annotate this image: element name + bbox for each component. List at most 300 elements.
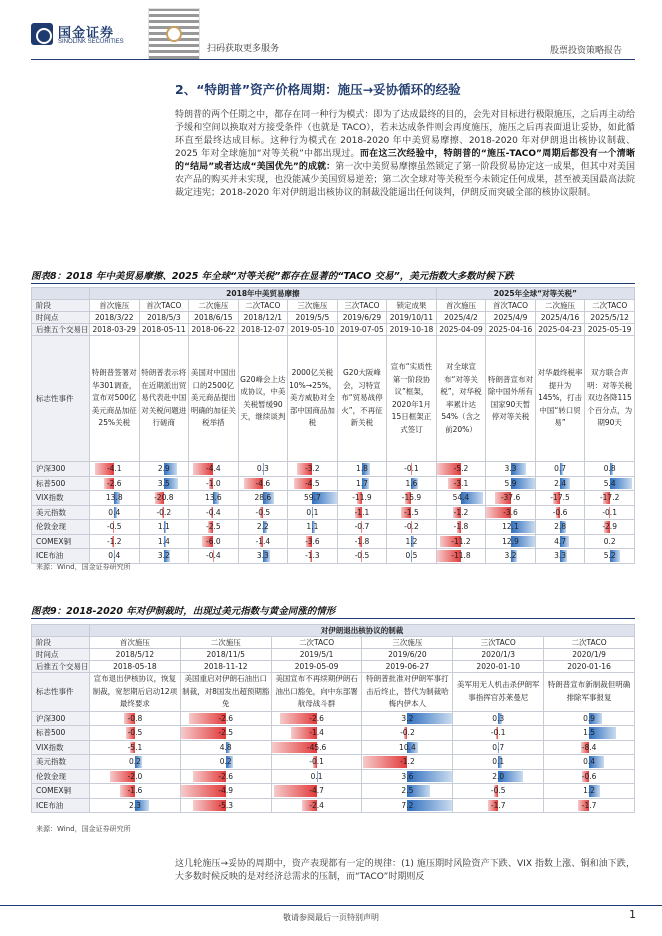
value-text: 28.6 <box>254 493 272 503</box>
event-cell: 特朗普宣布对除中国外所有国家90天暂停对等关税 <box>486 336 536 462</box>
after-cell: 2025-04-16 <box>486 324 536 336</box>
fig9-source: 来源：Wind，国金证券研究所 <box>36 825 131 833</box>
para-bold: 而在这三次经验中，特朗普的“施压-TACO”周期后都没有一个清晰的“结局”或者达成“美国优先”的成就： <box>175 149 636 172</box>
value-text: -0.6 <box>581 771 597 781</box>
data-cell <box>585 505 635 520</box>
dates-cell: 2018/3/22 <box>90 312 140 324</box>
value-text: -3.6 <box>503 507 518 517</box>
data-cell <box>387 520 437 535</box>
data-cell <box>535 549 585 564</box>
page-header <box>0 0 662 68</box>
after-cell: 2018-11-12 <box>180 661 271 673</box>
value-text: 3.6 <box>401 771 414 781</box>
data-cell <box>585 549 635 564</box>
group-header: 对伊朗退出核协议的制裁 <box>90 625 635 637</box>
fig9-rule <box>31 618 635 619</box>
data-cell <box>362 740 453 755</box>
event-cell: 美国宣布不再续期伊朗石油出口豁免，向中东部署航母战斗群 <box>271 673 362 712</box>
data-cell <box>90 755 181 770</box>
dates-cell: 2020/1/9 <box>544 649 635 661</box>
stage-cell: 二次施压 <box>535 300 585 312</box>
data-cell <box>436 549 486 564</box>
value-text: -5.3 <box>218 800 234 810</box>
fig8-source: 来源：Wind，国金证券研究所 <box>36 563 131 571</box>
row-label: 沪深300 <box>32 462 90 477</box>
value-text: -8.4 <box>581 742 597 752</box>
data-cell <box>585 491 635 506</box>
value-text: 0.1 <box>492 757 505 767</box>
data-row <box>32 784 635 799</box>
stage-cell: 二次TACO <box>271 637 362 649</box>
data-cell <box>90 740 181 755</box>
section-title: 2、“特朗普”资产价格周期：施压→妥协循环的经验 <box>175 82 461 97</box>
data-cell <box>362 769 453 784</box>
stage-row <box>32 637 635 649</box>
data-cell <box>238 491 288 506</box>
data-row <box>32 755 635 770</box>
fig9-caption: 图表9：2018-2020 年对伊制裁时，出现过美元指数与黄金同涨的情形 <box>31 606 336 617</box>
value-text: -6.0 <box>206 536 221 546</box>
dates-cell: 2025/5/12 <box>585 312 635 324</box>
value-text: 5.9 <box>504 478 517 488</box>
event-cell: G20峰会上达成协议，中美关税暂缓90天，继续谈判 <box>238 336 288 462</box>
value-text: 0.5 <box>405 551 418 561</box>
data-cell <box>180 740 271 755</box>
value-text: -3.2 <box>305 464 320 474</box>
data-cell <box>387 476 437 491</box>
data-cell <box>90 784 181 799</box>
data-cell <box>486 462 536 477</box>
value-text: 0.1 <box>310 771 323 781</box>
value-text: -0.2 <box>404 522 419 532</box>
value-text: 1.1 <box>157 522 170 532</box>
fig8-caption: 图表8：2018 年中美贸易摩擦、2025 年全球“对等关税”都存在显著的“TACO 交易”，美元指数大多数时候下跌 <box>31 271 514 282</box>
data-cell <box>90 505 140 520</box>
para-part3: 第一次中美贸易摩擦虽然锁定了第一阶段贸易协定这一成果，但其中对美国农产品的购买并未实现，也没能减少美国贸易逆差；第二次全球对等关税至今未锁定任何成果，甚至被美国最高法院裁定违宪；2018-2020 年对伊朗退出核协议的制裁没能逼出任何谈判，伊朗反而突破全部的核协议限制。 <box>175 162 635 198</box>
page-number: 1 <box>629 908 636 921</box>
row-label: 标志性事件 <box>32 673 90 712</box>
data-cell <box>90 534 140 549</box>
data-cell <box>585 534 635 549</box>
row-label: ICE布油 <box>32 798 90 813</box>
after-cell: 2020-01-16 <box>544 661 635 673</box>
dates-cell: 2019/5/1 <box>271 649 362 661</box>
data-cell <box>362 784 453 799</box>
value-text: -37.6 <box>500 493 521 503</box>
value-text: 4.8 <box>219 742 232 752</box>
event-row <box>32 673 635 712</box>
event-cell: 特朗普签署对华301调查，宣布对500亿美元商品加征25%关税 <box>90 336 140 462</box>
intro-paragraph <box>175 109 635 200</box>
data-cell <box>337 462 387 477</box>
data-cell <box>139 491 189 506</box>
data-cell <box>544 711 635 726</box>
data-cell <box>180 726 271 741</box>
data-cell <box>337 520 387 535</box>
data-cell <box>535 462 585 477</box>
value-bar <box>407 771 452 783</box>
group-header: 2018年中美贸易摩擦 <box>90 288 437 300</box>
header-divider <box>31 59 635 60</box>
data-cell <box>288 505 338 520</box>
value-bar <box>407 800 452 812</box>
value-text: -0.5 <box>354 551 370 561</box>
value-text: 1.2 <box>405 536 418 546</box>
value-text: -1.6 <box>127 786 143 796</box>
value-text: 0.9 <box>583 713 596 723</box>
data-cell <box>180 711 271 726</box>
value-text: -2.9 <box>602 522 617 532</box>
data-cell <box>337 549 387 564</box>
value-text: 2.4 <box>554 478 567 488</box>
data-cell <box>288 534 338 549</box>
value-text: -4.4 <box>206 464 221 474</box>
data-cell <box>288 491 338 506</box>
value-text: -11.9 <box>352 493 372 503</box>
value-text: -0.1 <box>490 728 506 738</box>
after-cell: 2025-04-23 <box>535 324 585 336</box>
value-text: 59.7 <box>304 493 321 503</box>
data-cell <box>535 520 585 535</box>
value-text: -17.2 <box>599 493 620 503</box>
value-text: 5.2 <box>603 551 616 561</box>
data-row <box>32 534 635 549</box>
data-cell <box>189 462 239 477</box>
value-text: -2.6 <box>106 478 122 488</box>
data-cell <box>189 549 239 564</box>
data-cell <box>189 491 239 506</box>
group-blank <box>32 625 90 637</box>
value-text: -5.2 <box>453 464 469 474</box>
value-text: -11.2 <box>451 536 471 546</box>
value-text: -5.1 <box>127 742 143 752</box>
data-cell <box>271 740 362 755</box>
dates-cell: 2019/5/5 <box>288 312 338 324</box>
data-cell <box>436 491 486 506</box>
row-label: COMEX铜 <box>32 534 90 549</box>
data-cell <box>90 798 181 813</box>
value-text: -1.8 <box>354 536 370 546</box>
data-cell <box>288 476 338 491</box>
value-text: 0.4 <box>583 757 596 767</box>
data-cell <box>362 726 453 741</box>
value-text: 1.8 <box>355 464 368 474</box>
data-cell <box>535 534 585 549</box>
data-cell <box>90 476 140 491</box>
data-cell <box>189 520 239 535</box>
value-text: -11.8 <box>451 551 471 561</box>
stage-cell: 首次施压 <box>90 300 140 312</box>
fig8-table <box>31 287 635 564</box>
value-text: -1.7 <box>490 800 506 810</box>
data-cell <box>337 476 387 491</box>
sinolink-logo-icon <box>31 23 53 45</box>
row-label: 时间点 <box>32 649 90 661</box>
event-cell: G20大阪峰会，习特宣布“贸易战停火”，不再征新关税 <box>337 336 387 462</box>
value-text: -0.5 <box>490 786 506 796</box>
value-text: -2.0 <box>127 771 143 781</box>
logo-cn: 国金证券 <box>58 26 115 41</box>
data-cell <box>486 491 536 506</box>
data-cell <box>90 726 181 741</box>
data-cell <box>453 784 544 799</box>
value-text: -1.2 <box>106 536 122 546</box>
event-cell: 对全球宣布“对等关税”，对华税率累计达54%（含之前20%） <box>436 336 486 462</box>
data-cell <box>337 534 387 549</box>
row-label: 美元指数 <box>32 755 90 770</box>
data-row <box>32 476 635 491</box>
stage-cell: 二次TACO <box>238 300 288 312</box>
value-text: -2.4 <box>309 800 324 810</box>
data-cell <box>486 520 536 535</box>
data-cell <box>180 798 271 813</box>
row-label: ICE布油 <box>32 549 90 564</box>
after-cell: 2025-05-19 <box>585 324 635 336</box>
row-label: 伦敦金现 <box>32 520 90 535</box>
logo-en: SINOLINK SECURITIES <box>58 39 124 45</box>
value-bar <box>407 713 452 725</box>
value-text: 3.2 <box>504 551 517 561</box>
data-cell <box>189 534 239 549</box>
stage-cell: 三次施压 <box>362 637 453 649</box>
data-cell <box>544 784 635 799</box>
dates-cell: 2025/4/9 <box>486 312 536 324</box>
stage-cell: 三次施压 <box>288 300 338 312</box>
qr-center-icon <box>166 26 182 42</box>
value-text: -0.1 <box>602 507 617 517</box>
after-cell: 2020-01-10 <box>453 661 544 673</box>
row-label: 标普500 <box>32 726 90 741</box>
after-cell: 2018-03-29 <box>90 324 140 336</box>
stage-cell: 首次施压 <box>90 637 181 649</box>
value-text: 10.4 <box>399 742 416 752</box>
dates-cell: 2025/4/16 <box>535 312 585 324</box>
value-text: -4.7 <box>309 786 324 796</box>
after-cell: 2018-05-18 <box>90 661 181 673</box>
value-text: 0.3 <box>256 464 269 474</box>
value-text: -2.5 <box>206 522 221 532</box>
data-row <box>32 491 635 506</box>
value-text: -17.5 <box>550 493 570 503</box>
closing-paragraph: 这几轮施压→妥协的周期中，资产表现都有一定的规律：(1) 施压期时风险资产下跌、VIX 指数上涨、铜和油下跌，大多数时候反映的是对经济总需求的压制，而“TACO”时期则反 <box>175 859 635 882</box>
after-cell: 2019-05-09 <box>271 661 362 673</box>
data-cell <box>139 534 189 549</box>
data-cell <box>387 505 437 520</box>
stage-row <box>32 300 635 312</box>
data-cell <box>436 534 486 549</box>
value-text: -2.6 <box>218 771 234 781</box>
data-cell <box>288 462 338 477</box>
data-cell <box>535 476 585 491</box>
value-text: -3.1 <box>453 478 469 488</box>
value-text: -1.4 <box>255 536 271 546</box>
value-text: 0.2 <box>219 757 232 767</box>
value-text: 12.1 <box>502 522 519 532</box>
value-text: -20.8 <box>154 493 174 503</box>
data-cell <box>387 549 437 564</box>
data-cell <box>337 505 387 520</box>
value-text: 1.7 <box>355 478 368 488</box>
value-text: -0.7 <box>354 522 370 532</box>
value-text: -1.1 <box>354 507 370 517</box>
value-text: 0.7 <box>492 742 505 752</box>
data-cell <box>189 505 239 520</box>
data-cell <box>189 476 239 491</box>
value-text: -45.6 <box>306 742 327 752</box>
group-blank <box>32 288 90 300</box>
data-cell <box>362 798 453 813</box>
value-text: 2.3 <box>128 800 141 810</box>
value-text: -4.9 <box>218 786 234 796</box>
after-row <box>32 324 635 336</box>
value-text: 1.1 <box>306 522 319 532</box>
after-row <box>32 661 635 673</box>
value-text: 12.9 <box>502 536 519 546</box>
event-cell: 对华最终税率提升为145%，打击中国“转口贸易” <box>535 336 585 462</box>
value-text: -1.2 <box>453 507 469 517</box>
data-cell <box>486 549 536 564</box>
data-cell <box>486 534 536 549</box>
value-text: 1.4 <box>157 536 170 546</box>
after-cell: 2025-04-09 <box>436 324 486 336</box>
row-label: VIX指数 <box>32 491 90 506</box>
value-text: -1.4 <box>309 728 324 738</box>
stage-cell: 二次TACO <box>544 637 635 649</box>
after-cell: 2018-06-22 <box>189 324 239 336</box>
value-text: 3.3 <box>554 551 567 561</box>
data-cell <box>238 549 288 564</box>
group-row <box>32 625 635 637</box>
data-cell <box>453 769 544 784</box>
value-text: -1.8 <box>453 522 469 532</box>
value-text: -2.6 <box>218 713 234 723</box>
row-label: 标志性事件 <box>32 336 90 462</box>
data-cell <box>544 726 635 741</box>
value-text: 2.5 <box>401 786 414 796</box>
data-row <box>32 740 635 755</box>
event-cell: 美国重启对伊朗石油出口制裁，对8国发出超预期豁免 <box>180 673 271 712</box>
value-text: 0.4 <box>108 551 121 561</box>
value-text: -1.5 <box>404 507 419 517</box>
event-cell: 宣布退出伊核协议，恢复制裁，宽恕期后启动12项最终要求 <box>90 673 181 712</box>
row-label: 美元指数 <box>32 505 90 520</box>
value-text: -4.6 <box>255 478 271 488</box>
stage-cell: 三次TACO <box>453 637 544 649</box>
event-cell: 双方联合声明：对等关税双边各降115个百分点，为期90天 <box>585 336 635 462</box>
stage-cell: 锁定成果 <box>387 300 437 312</box>
event-cell: 特朗普宣布新制裁但明确排除军事报复 <box>544 673 635 712</box>
value-text: -1.7 <box>581 800 597 810</box>
after-cell: 2019-05-10 <box>288 324 338 336</box>
value-text: 4.7 <box>554 536 567 546</box>
scan-text: 扫码获取更多服务 <box>207 44 280 54</box>
value-text: -0.2 <box>156 507 172 517</box>
value-text: -4.5 <box>305 478 320 488</box>
value-text: -0.5 <box>255 507 271 517</box>
data-cell <box>337 491 387 506</box>
data-cell <box>486 476 536 491</box>
data-cell <box>535 491 585 506</box>
value-text: 0.7 <box>554 464 567 474</box>
value-text: 1.6 <box>405 478 418 488</box>
data-cell <box>544 755 635 770</box>
data-cell <box>387 462 437 477</box>
data-cell <box>486 505 536 520</box>
value-text: 0.2 <box>603 536 616 546</box>
value-text: -2.6 <box>309 713 324 723</box>
data-cell <box>544 769 635 784</box>
data-cell <box>436 520 486 535</box>
value-text: 3.3 <box>504 464 517 474</box>
data-cell <box>180 755 271 770</box>
value-text: 2.8 <box>554 522 567 532</box>
value-text: -4.1 <box>106 464 122 474</box>
after-cell: 2018-12-07 <box>238 324 288 336</box>
data-cell <box>453 755 544 770</box>
value-text: 3.2 <box>401 713 414 723</box>
fig9-table <box>31 624 635 813</box>
data-cell <box>139 476 189 491</box>
after-cell: 2019-07-05 <box>337 324 387 336</box>
data-row <box>32 505 635 520</box>
data-cell <box>585 462 635 477</box>
data-cell <box>271 798 362 813</box>
stage-cell: 首次TACO <box>486 300 536 312</box>
data-cell <box>139 505 189 520</box>
value-text: -1.0 <box>206 478 221 488</box>
group-header: 2025年全球“对等关税” <box>436 288 634 300</box>
event-cell: 宣布“实质性第一阶段协议”框架，2020年1月15日框架正式签订 <box>387 336 437 462</box>
group-row <box>32 288 635 300</box>
row-label: VIX指数 <box>32 740 90 755</box>
data-cell <box>139 462 189 477</box>
dates-cell: 2018/5/12 <box>90 649 181 661</box>
value-text: 0.2 <box>128 757 141 767</box>
data-cell <box>271 755 362 770</box>
dates-cell: 2018/6/15 <box>189 312 239 324</box>
data-cell <box>288 549 338 564</box>
data-cell <box>238 505 288 520</box>
data-cell <box>90 491 140 506</box>
dates-cell: 2019/10/11 <box>387 312 437 324</box>
dates-cell: 2020/1/3 <box>453 649 544 661</box>
value-text: 13.6 <box>204 493 222 503</box>
value-text: 0.1 <box>306 507 319 517</box>
data-cell <box>238 462 288 477</box>
value-text: 3.5 <box>157 478 170 488</box>
data-row <box>32 462 635 477</box>
row-label: COMEX铜 <box>32 784 90 799</box>
row-label: 伦敦金现 <box>32 769 90 784</box>
value-text: -0.8 <box>127 713 143 723</box>
data-cell <box>585 476 635 491</box>
fig8-rule <box>31 283 635 284</box>
value-text: 0.8 <box>603 464 616 474</box>
data-row <box>32 549 635 564</box>
stage-cell: 二次施压 <box>180 637 271 649</box>
data-cell <box>436 505 486 520</box>
data-cell <box>90 549 140 564</box>
after-cell: 2019-10-18 <box>387 324 437 336</box>
data-cell <box>90 462 140 477</box>
value-text: 3.2 <box>157 551 170 561</box>
data-cell <box>271 784 362 799</box>
value-text: -0.5 <box>106 522 122 532</box>
row-label: 阶段 <box>32 637 90 649</box>
value-text: -2.5 <box>218 728 234 738</box>
data-cell <box>387 491 437 506</box>
data-cell <box>271 769 362 784</box>
